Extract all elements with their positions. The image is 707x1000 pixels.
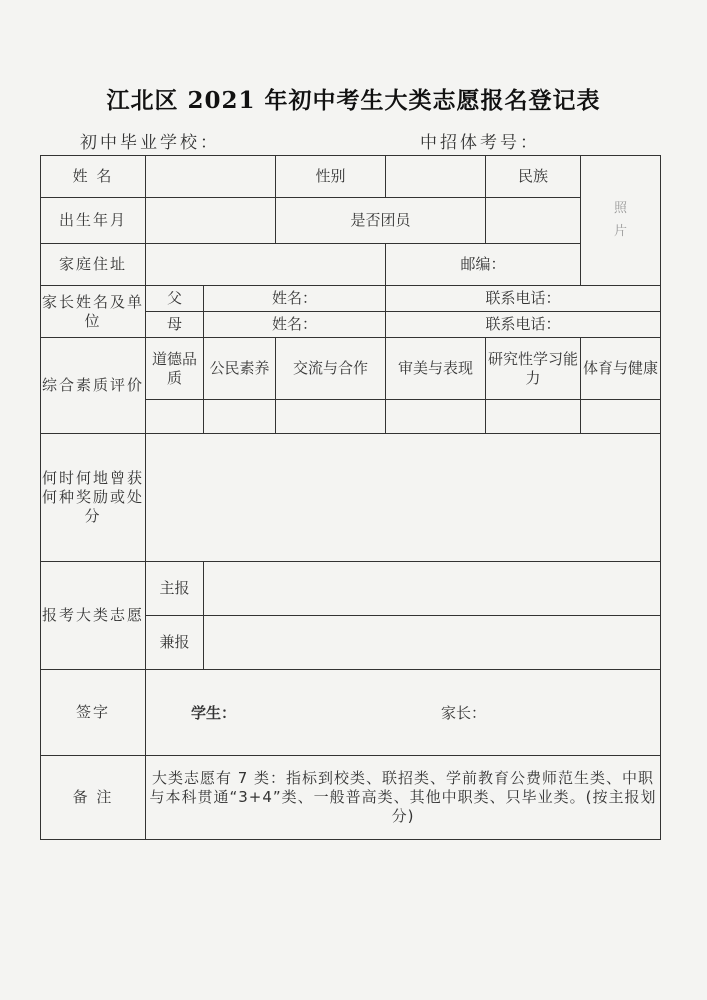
mother-label: 母 bbox=[146, 312, 204, 338]
quality-item-citizenship: 公民素养 bbox=[204, 338, 276, 400]
quality-item-aesthetics: 审美与表现 bbox=[386, 338, 486, 400]
league-member-label: 是否团员 bbox=[276, 198, 486, 244]
mother-phone-label: 联系电话： bbox=[386, 312, 661, 338]
mother-name-label: 姓名： bbox=[204, 312, 386, 338]
awards-field[interactable] bbox=[146, 434, 661, 562]
birth-field[interactable] bbox=[146, 198, 276, 244]
name-field[interactable] bbox=[146, 156, 276, 198]
awards-label: 何时何地曾获何种奖励或处分 bbox=[41, 434, 146, 562]
birth-label: 出生年月 bbox=[41, 198, 146, 244]
quality-field-communication[interactable] bbox=[276, 400, 386, 434]
ethnicity-label: 民族 bbox=[486, 156, 581, 198]
gender-field[interactable] bbox=[386, 156, 486, 198]
quality-item-moral: 道德品质 bbox=[146, 338, 204, 400]
secondary-choice-field[interactable] bbox=[204, 616, 661, 670]
remark-text: 大类志愿有 7 类：指标到校类、联招类、学前教育公费师范生类、中职与本科贯通“3+4”类、一般普高类、其他中职类、只毕业类。(按主报划分) bbox=[146, 756, 661, 840]
quality-item-research: 研究性学习能力 bbox=[486, 338, 581, 400]
signature-area[interactable] bbox=[146, 670, 661, 756]
quality-field-citizenship[interactable] bbox=[204, 400, 276, 434]
postcode-label: 邮编： bbox=[386, 244, 581, 286]
form-title: 江北区 2021 年初中考生大类志愿报名登记表 bbox=[106, 87, 601, 114]
gender-label: 性别 bbox=[276, 156, 386, 198]
registration-form-table bbox=[40, 155, 661, 840]
exam-number-label: 中招体考号： bbox=[420, 133, 540, 153]
parent-signature-label: 家长： bbox=[441, 703, 487, 722]
quality-field-moral[interactable] bbox=[146, 400, 204, 434]
main-choice-field[interactable] bbox=[204, 562, 661, 616]
quality-field-aesthetics[interactable] bbox=[386, 400, 486, 434]
father-name-label: 姓名： bbox=[204, 286, 386, 312]
signature-label: 签字 bbox=[41, 670, 146, 756]
quality-field-research[interactable] bbox=[486, 400, 581, 434]
league-member-field[interactable] bbox=[486, 198, 581, 244]
secondary-choice-label: 兼报 bbox=[146, 616, 204, 670]
quality-field-sports[interactable] bbox=[581, 400, 661, 434]
main-choice-label: 主报 bbox=[146, 562, 204, 616]
father-phone-label: 联系电话： bbox=[386, 286, 661, 312]
photo-label: 照片 bbox=[613, 201, 627, 239]
address-label: 家庭住址 bbox=[41, 244, 146, 286]
remark-label: 备 注 bbox=[41, 756, 146, 840]
school-label: 初中毕业学校： bbox=[80, 133, 220, 153]
student-signature-label: 学生： bbox=[191, 703, 237, 722]
address-field[interactable] bbox=[146, 244, 386, 286]
quality-item-communication: 交流与合作 bbox=[276, 338, 386, 400]
name-label: 姓 名 bbox=[41, 156, 146, 198]
choice-label: 报考大类志愿 bbox=[41, 562, 146, 670]
photo-box bbox=[581, 156, 661, 286]
quality-evaluation-label: 综合素质评价 bbox=[41, 338, 146, 434]
guardian-label: 家长姓名及单位 bbox=[41, 286, 146, 338]
quality-item-sports: 体育与健康 bbox=[581, 338, 661, 400]
father-label: 父 bbox=[146, 286, 204, 312]
